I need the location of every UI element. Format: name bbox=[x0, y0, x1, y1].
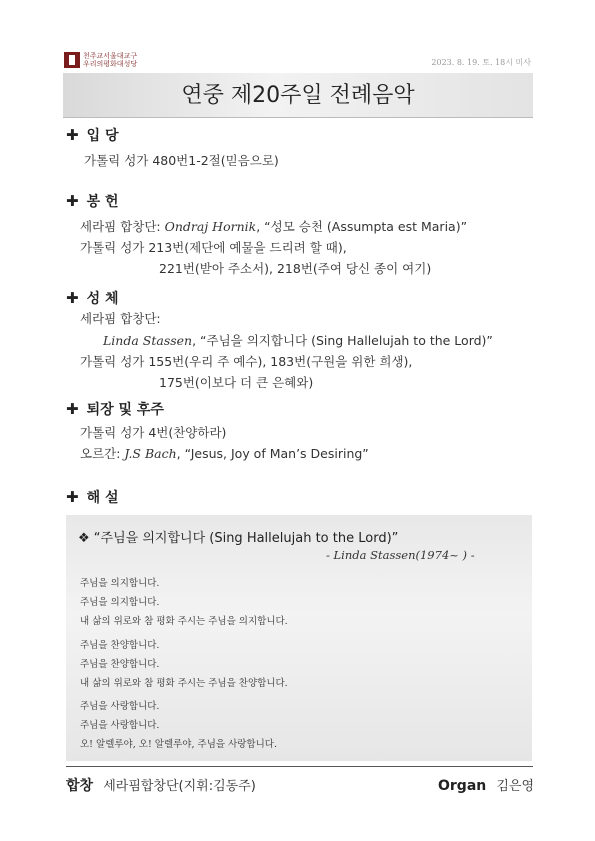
lyric-line: 내 삶의 위로와 참 평화 주시는 주님을 찬양합니다. bbox=[80, 678, 288, 689]
lyric-line: 주님을 사랑합니다. bbox=[80, 720, 160, 731]
logo-line2: 우리의평화대성당 bbox=[83, 60, 138, 68]
cross-icon: ✚ bbox=[66, 289, 79, 307]
offertory-choir: 세라핌 합창단: Ondraj Hornik, “성모 승천 (Assumpta est Maria)” bbox=[80, 219, 468, 234]
lyric-line: 주님을 의지합니다. bbox=[80, 578, 160, 589]
lyric-line: 주님을 찬양합니다. bbox=[80, 659, 160, 670]
diamond-bullet-icon: ❖ bbox=[78, 531, 94, 546]
communion-hymn-2: 175번(이보다 더 큰 은혜와) bbox=[159, 375, 314, 390]
cross-icon: ✚ bbox=[66, 126, 79, 144]
lyric-line: 주님을 찬양합니다. bbox=[80, 640, 160, 651]
mass-date: 2023. 8. 19. 토. 18시 미사 bbox=[431, 58, 531, 67]
logo-line1: 천주교서울대교구 bbox=[83, 52, 138, 60]
communion-choir-piece: Linda Stassen, “주님을 의지합니다 (Sing Hallelujah to the Lord)” bbox=[103, 333, 493, 348]
cross-icon: ✚ bbox=[66, 192, 79, 210]
offertory-hymn-2: 221번(받아 주소서), 218번(주여 당신 종이 여기) bbox=[159, 261, 432, 276]
footer-divider bbox=[66, 766, 533, 767]
lyric-line: 내 삶의 위로와 참 평화 주시는 주님을 의지합니다. bbox=[80, 616, 288, 627]
lyric-line: 주님을 사랑합니다. bbox=[80, 701, 160, 712]
parish-logo bbox=[64, 52, 137, 68]
cross-icon: ✚ bbox=[66, 400, 79, 418]
offertory-hymn-1: 가톨릭 성가 213번(제단에 예물을 드리려 할 때), bbox=[80, 240, 347, 255]
recessional-hymn: 가톨릭 성가 4번(찬양하라) bbox=[80, 425, 227, 440]
communion-choir-label: 세라핌 합창단: bbox=[80, 311, 161, 326]
section-heading-commentary: ✚ 해 설 bbox=[66, 488, 119, 506]
cross-icon: ✚ bbox=[66, 488, 79, 506]
page-title: 연중 제20주일 전례음악 bbox=[181, 83, 415, 108]
commentary-composer: - Linda Stassen(1974~ ) - bbox=[326, 548, 475, 562]
footer-organist: Organ 김은영 bbox=[438, 778, 535, 794]
commentary-song-title: ❖ “주님을 의지합니다 (Sing Hallelujah to the Lord)” bbox=[78, 531, 399, 546]
section-heading-recessional: ✚ 퇴장 및 후주 bbox=[66, 400, 164, 418]
postlude-organ: 오르간: J.S Bach, “Jesus, Joy of Man’s Desiring” bbox=[80, 446, 369, 461]
section-heading-communion: ✚ 성 체 bbox=[66, 289, 119, 307]
communion-hymn-1: 가톨릭 성가 155번(우리 주 예수), 183번(구원을 위한 희생), bbox=[80, 354, 413, 369]
lyric-line: 주님을 의지합니다. bbox=[80, 597, 160, 608]
section-heading-entrance: ✚ 입 당 bbox=[66, 126, 119, 144]
section-heading-offertory: ✚ 봉 헌 bbox=[66, 192, 119, 210]
church-icon bbox=[64, 52, 80, 68]
footer-choir: 합창 세라핌합창단(지휘:김동주) bbox=[66, 778, 256, 794]
lyric-line: 오! 알렐루야, 오! 알렐루야, 주님을 사랑합니다. bbox=[80, 739, 277, 750]
entrance-hymn: 가톨릭 성가 480번1-2절(믿음으로) bbox=[84, 153, 279, 168]
